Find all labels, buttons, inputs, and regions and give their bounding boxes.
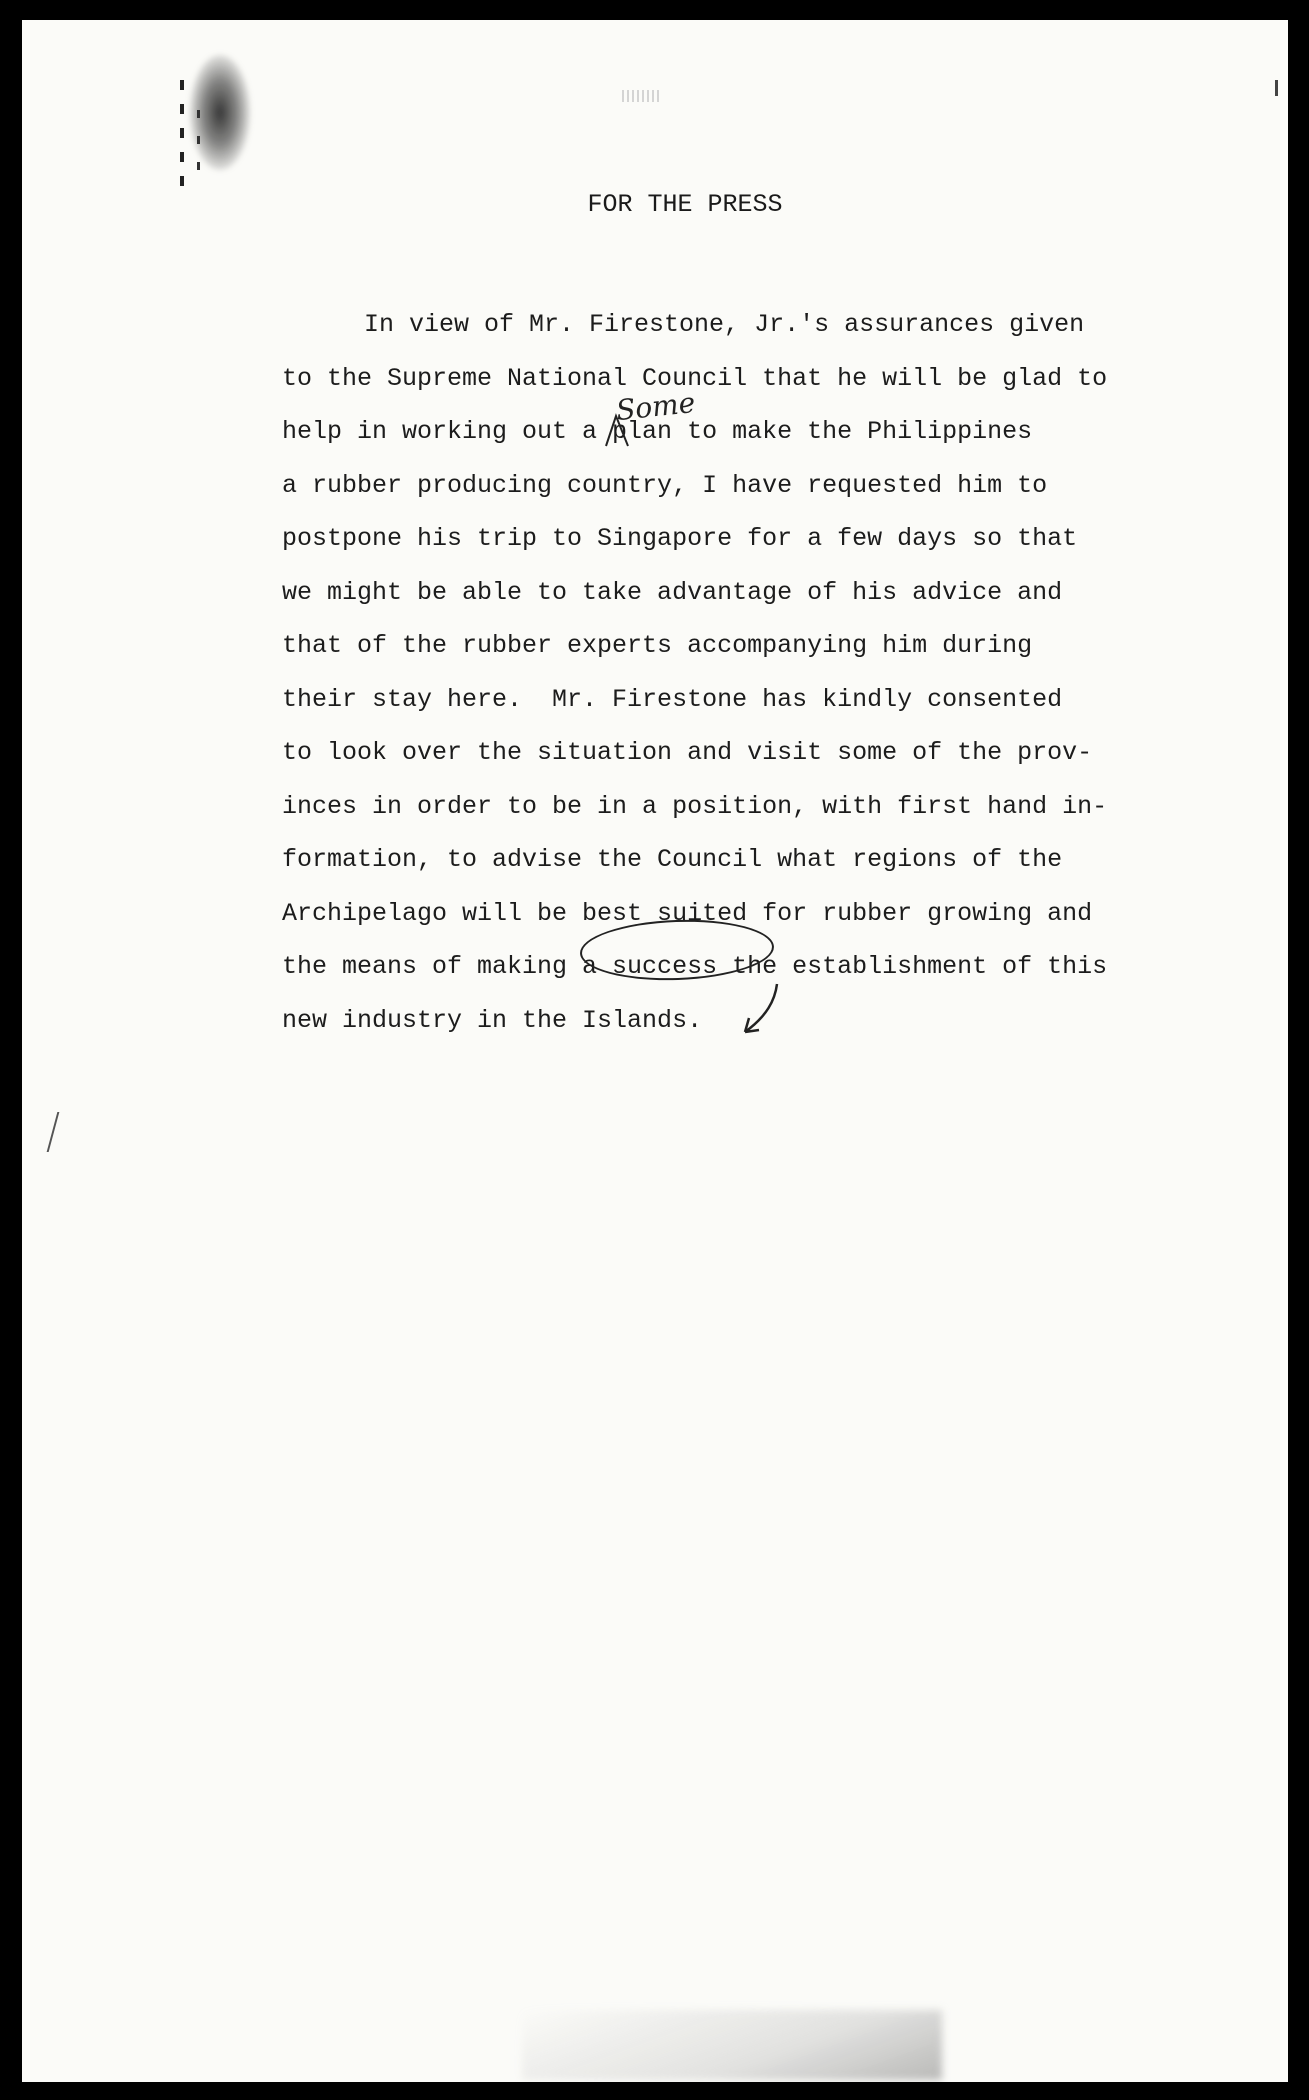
text-line: to look over the situation and visit some of the prov- (282, 738, 1093, 767)
document-title: FOR THE PRESS (587, 190, 783, 219)
text-line: the means of making a success the establishment of this (282, 952, 1108, 981)
text-line: Archipelago will be best suited for rubber growing and (282, 898, 1093, 928)
correction-arrow-icon (737, 980, 797, 1040)
handwritten-insertion: Some (614, 385, 697, 428)
text-line: their stay here. Mr. Firestone has kindly consented (282, 684, 1063, 714)
text-line: help in working out a plan to make the Philippines (282, 417, 1033, 446)
scan-smear (522, 2010, 942, 2080)
margin-mark (47, 1112, 72, 1152)
insertion-caret-icon (602, 410, 632, 450)
punch-marks (180, 80, 190, 200)
text-line: formation, to advise the Council what regions of the (282, 845, 1063, 874)
text-line: a rubber producing country, I have requested him to (282, 470, 1048, 500)
edge-tick (1275, 80, 1278, 96)
punch-marks-secondary (197, 110, 200, 188)
text-line: postpone his trip to Singapore for a few days so that (282, 524, 1078, 553)
faint-stamp-mark (622, 90, 662, 102)
text-line: In view of Mr. Firestone, Jr.'s assurances given (364, 310, 1085, 339)
text-line: to the Supreme National Council that he will be glad to (282, 363, 1108, 393)
text-line: new industry in the Islands. (282, 1005, 703, 1035)
document-page (22, 20, 1288, 2082)
text-line: inces in order to be in a position, with first hand in- (282, 791, 1108, 821)
text-line: that of the rubber experts accompanying him during (282, 631, 1033, 660)
text-line: we might be able to take advantage of his advice and (282, 577, 1063, 607)
